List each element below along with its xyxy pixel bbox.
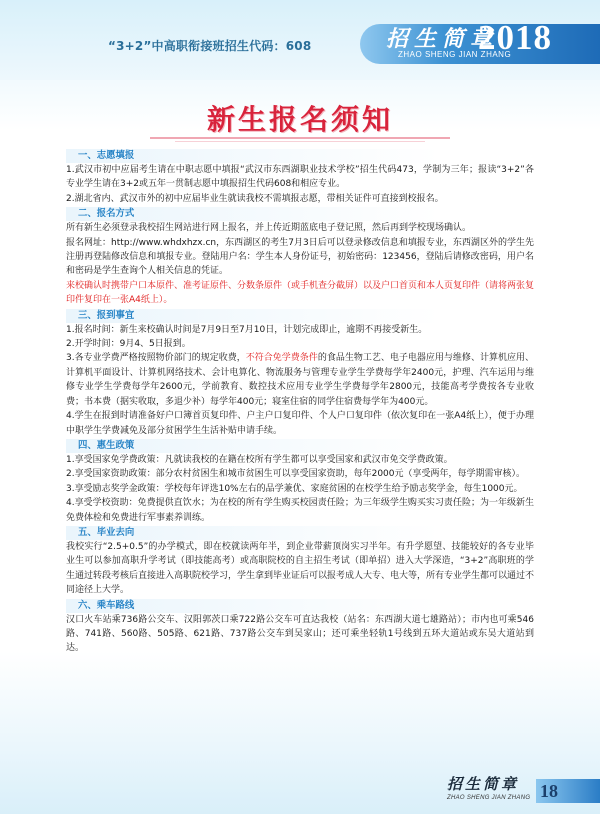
- fees-highlight: 不符合免学费条件: [245, 353, 318, 364]
- section-heading-registration: 二、报名方式: [66, 207, 534, 221]
- title-underline: [150, 137, 450, 139]
- page-number: 18: [540, 781, 558, 801]
- important-notice: 来校确认时携带户口本原件、准考证原件、分数条原件（或手机查分截屏）以及户口首页和本人页复印件（请将两张复印件复印在一张A4纸上）。: [66, 280, 535, 306]
- brand-script-logo: 招生简章: [386, 26, 499, 52]
- paragraph: 所有新生必须登录我校招生网站进行网上报名，并上传近期蓝底电子登记照，然后再到学校现场确认。: [66, 223, 472, 234]
- paragraph: 2.湖北省内、武汉市外的初中应届毕业生就读我校不需填报志愿，带相关证件可直接到校报名。: [66, 193, 444, 204]
- footer-pinyin: ZHAO SHENG JIAN ZHANG: [447, 795, 531, 801]
- paragraph: 1.武汉市初中应届考生请在中职志愿中填报“武汉市东西湖职业技术学校”招生代码473，学制为三年；报读“3+2”各专业学生请在3+2或五年一贯制志愿中填报招生代码608和相应专业。: [66, 165, 534, 190]
- paragraph: 4.享受学校资助：免费提供直饮水；为在校的所有学生购买校园责任险；为三年级学生购买实习责任险；为一年级新生免费体检和免费进行军事素养训练。: [66, 498, 534, 523]
- page-title: 新生报名须知: [206, 103, 393, 136]
- section-heading-policy: 四、惠生政策: [66, 439, 534, 453]
- paragraph: 3.享受励志奖学金政策：学校每年评选10%左右的品学兼优、家庭贫困的在校学生给予励志奖学金，每生1000元。: [66, 483, 523, 494]
- brand-pinyin: ZHAO SHENG JIAN ZHANG: [398, 50, 512, 59]
- paragraph: 汉口火车站乘736路公交车、汉阳郭茨口乘722路公交车可直达我校（站名：东西湖大道七雄路站）；市内也可乘546路、741路、560路、505路、621路、737路公交车到吴家山；还可乘坐轻轨1号线到五环大道站或东吴大道站到达。: [66, 614, 534, 654]
- brand-year: 2018: [478, 18, 552, 57]
- fees-text-end: 的食品生物工艺、电子电器应用与维修、计算机应用、计算机平面设计、计算机网络技术、会计电算化、物流服务与管理专业学生学费每学年2400元，护理、汽车运用与维修专业学生学费每学年2600元，学前教育、数控技术应用专业学生学费每学年2800元，技能高考学费按各专业收费；书本费（据实收取，多退少补）每学年400元；寝室住宿的同学住宿费每学年为400元。: [66, 353, 534, 407]
- paragraph: 报名网址：http://www.whdxhzx.cn，东西湖区的考生7月3日后可以登录修改信息和填报专业，东西湖区外的学生先注册再登陆修改信息和填报专业。登陆用户名：学生本人身份证号，初始密码：123456，登陆后请修改密码，用户名和密码是学生查询个人相关信息的凭证。: [66, 237, 534, 277]
- paragraph: 1.享受国家免学费政策：凡就读我校的在籍在校所有学生都可以享受国家和武汉市免交学费政策。: [66, 454, 453, 465]
- paragraph: 我校实行“2.5+0.5”的办学模式，即在校就读两年半，到企业带薪顶岗实习半年。有升学愿望、技能较好的各专业毕业生可以参加高职升学考试（即技能高考）或高职院校的自主招生考试（即单招）进入大学深造，“3+2”高职班的学生通过转段考核后直接进入高职院校学习，学生拿到毕业证后可以报考成人大专、电大等，所有专业学生都可以通过不同途径上大学。: [66, 541, 535, 596]
- fees-text-start: 3.各专业学费严格按照物价部门的规定收费，: [66, 353, 246, 364]
- section-heading-reporting: 三、报到事宜: [66, 309, 534, 323]
- paragraph: 2.开学时间：9月4、5日报到。: [66, 339, 191, 350]
- section-heading-volunteer: 一、志愿填报: [66, 149, 534, 163]
- title-underline-secondary: [175, 141, 425, 142]
- section-heading-graduation: 五、毕业去向: [66, 526, 534, 540]
- enrollment-code: “3+2”中高职衔接班招生代码：608: [108, 39, 312, 53]
- paragraph: 4.学生在报到时请准备好户口簿首页复印件、户主户口复印件、个人户口复印件（依次复印在一张A4纸上），便于办理中职学生学费减免及部分贫困学生生活补贴申请手续。: [66, 411, 534, 436]
- paragraph: 2.享受国家资助政策：部分农村贫困生和城市贫困生可以享受国家资助，每年2000元（享受两年，每学期需审核）。: [66, 469, 525, 480]
- notice-content: [66, 148, 534, 656]
- footer-script-logo: 招生简章: [447, 775, 520, 793]
- section-heading-bus-routes: 六、乘车路线: [66, 599, 534, 613]
- paragraph-fees: [66, 351, 534, 409]
- paragraph: 1.报名时间：新生来校确认时间是7月9日至7月10日，计划完成即止，逾期不再接受新生。: [66, 324, 428, 335]
